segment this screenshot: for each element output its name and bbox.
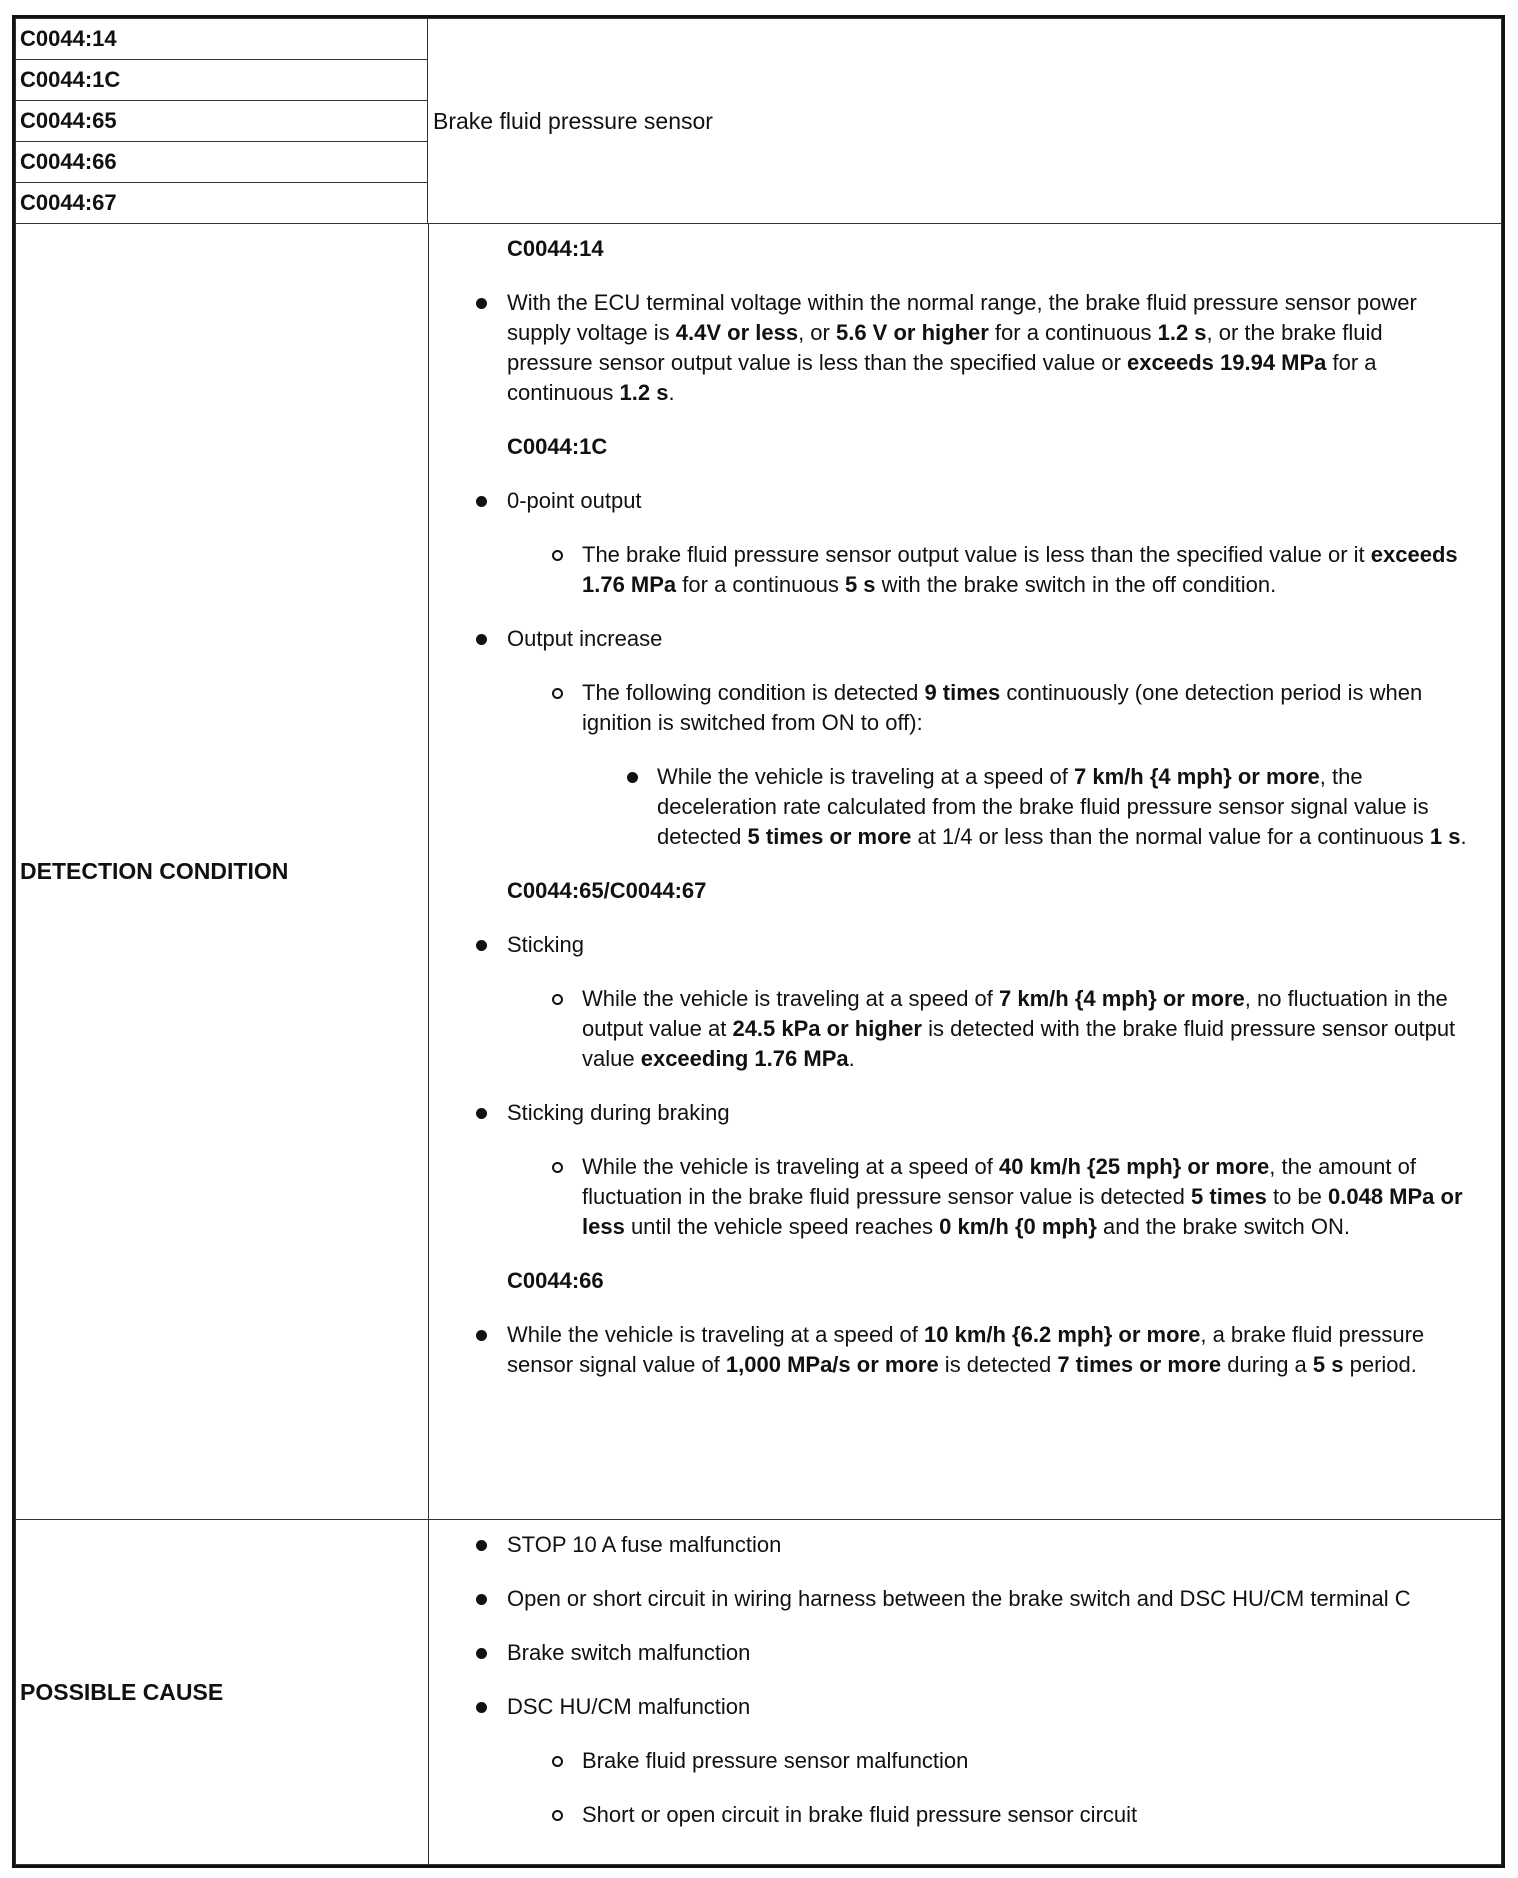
list-item: DSC HU/CM malfunction Brake fluid pressure sensor malfunction Short or open circuit in brake fluid pressure sensor circuit <box>507 1692 1471 1830</box>
section-heading: C0044:14 <box>507 236 604 261</box>
section-heading: C0044:66 <box>507 1268 604 1293</box>
cause-row <box>16 1520 1502 1865</box>
detection-label: DETECTION CONDITION <box>20 858 289 884</box>
component-cell <box>428 19 1502 224</box>
dtc-code: C0044:1C <box>20 67 121 92</box>
sub-list-item: While the vehicle is traveling at a speed of 40 km/h {25 mph} or more, the amount of fluctuation in the brake fluid pressure sensor value is detected 5 times to be 0.048 MPa or less until the vehicle speed reaches 0 km/h {0 mph} and the brake switch ON. <box>582 1152 1471 1242</box>
list-item: STOP 10 A fuse malfunction <box>507 1530 1471 1560</box>
list-item: Open or short circuit in wiring harness between the brake switch and DSC HU/CM terminal C <box>507 1584 1471 1614</box>
dtc-code-cell <box>16 19 428 60</box>
component-name: Brake fluid pressure sensor <box>433 107 713 134</box>
dtc-code-cell <box>16 142 428 183</box>
sub-list-item: Brake fluid pressure sensor malfunction <box>582 1746 1471 1776</box>
sub-list-item: The following condition is detected 9 times continuously (one detection period is when ignition is switched from ON to off): While the vehicle is traveling at a speed of 7 km/h {4 mph} or more, the deceleration rate calculated from the brake fluid pressure sensor signal value is detected 5 times or more at 1/4 or less than the normal value for a continuous 1 s. <box>582 678 1471 852</box>
dtc-code-cell <box>16 60 428 101</box>
sub-sub-list-item: While the vehicle is traveling at a speed of 7 km/h {4 mph} or more, the deceleration rate calculated from the brake fluid pressure sensor signal value is detected 5 times or more at 1/4 or less than the normal value for a continuous 1 s. <box>657 762 1471 852</box>
dtc-code-cell <box>16 183 428 224</box>
dtc-table <box>12 15 1505 1868</box>
section-heading: C0044:65/C0044:67 <box>507 878 707 903</box>
list-item: While the vehicle is traveling at a speed of 10 km/h {6.2 mph} or more, a brake fluid pressure sensor signal value of 1,000 MPa/s or more is detected 7 times or more during a 5 s period. <box>507 1320 1471 1380</box>
dtc-code: C0044:65 <box>20 108 117 133</box>
dtc-code: C0044:14 <box>20 26 117 51</box>
sub-list-item: Short or open circuit in brake fluid pressure sensor circuit <box>582 1800 1471 1830</box>
list-item: Sticking While the vehicle is traveling at a speed of 7 km/h {4 mph} or more, no fluctuation in the output value at 24.5 kPa or higher is detected with the brake fluid pressure sensor output value exceeding 1.76 MPa. <box>507 930 1471 1074</box>
list-item: Brake switch malfunction <box>507 1638 1471 1668</box>
sub-list-item: While the vehicle is traveling at a speed of 7 km/h {4 mph} or more, no fluctuation in the output value at 24.5 kPa or higher is detected with the brake fluid pressure sensor output value exceeding 1.76 MPa. <box>582 984 1471 1074</box>
list-item: With the ECU terminal voltage within the normal range, the brake fluid pressure sensor power supply voltage is 4.4V or less, or 5.6 V or higher for a continuous 1.2 s, or the brake fluid pressure sensor output value is less than the specified value or exceeds 19.94 MPa for a continuous 1.2 s. <box>507 288 1471 408</box>
detection-row <box>16 224 1502 1520</box>
sub-list-item: The brake fluid pressure sensor output value is less than the specified value or it exceeds 1.76 MPa for a continuous 5 s with the brake switch in the off condition. <box>582 540 1471 600</box>
list-item: Sticking during braking While the vehicle is traveling at a speed of 40 km/h {25 mph} or more, the amount of fluctuation in the brake fluid pressure sensor value is detected 5 times to be 0.048 MPa or less until the vehicle speed reaches 0 km/h {0 mph} and the brake switch ON. <box>507 1098 1471 1242</box>
list-item: Output increase The following condition is detected 9 times continuously (one detection period is when ignition is switched from ON to off): While the vehicle is traveling at a speed of 7 km/h {4 mph} or more, the deceleration rate calculated from the brake fluid pressure sensor signal value is detected 5 times or more at 1/4 or less than the normal value for a continuous 1 s. <box>507 624 1471 852</box>
dtc-code: C0044:66 <box>20 149 117 174</box>
cause-content <box>16 1520 1501 1838</box>
list-item: 0-point output The brake fluid pressure sensor output value is less than the specified value or it exceeds 1.76 MPa for a continuous 5 s with the brake switch in the off condition. <box>507 486 1471 600</box>
dtc-code-cell <box>16 101 428 142</box>
section-heading: C0044:1C <box>507 434 608 459</box>
cause-label: POSSIBLE CAUSE <box>20 1678 224 1705</box>
dtc-code: C0044:67 <box>20 190 117 215</box>
